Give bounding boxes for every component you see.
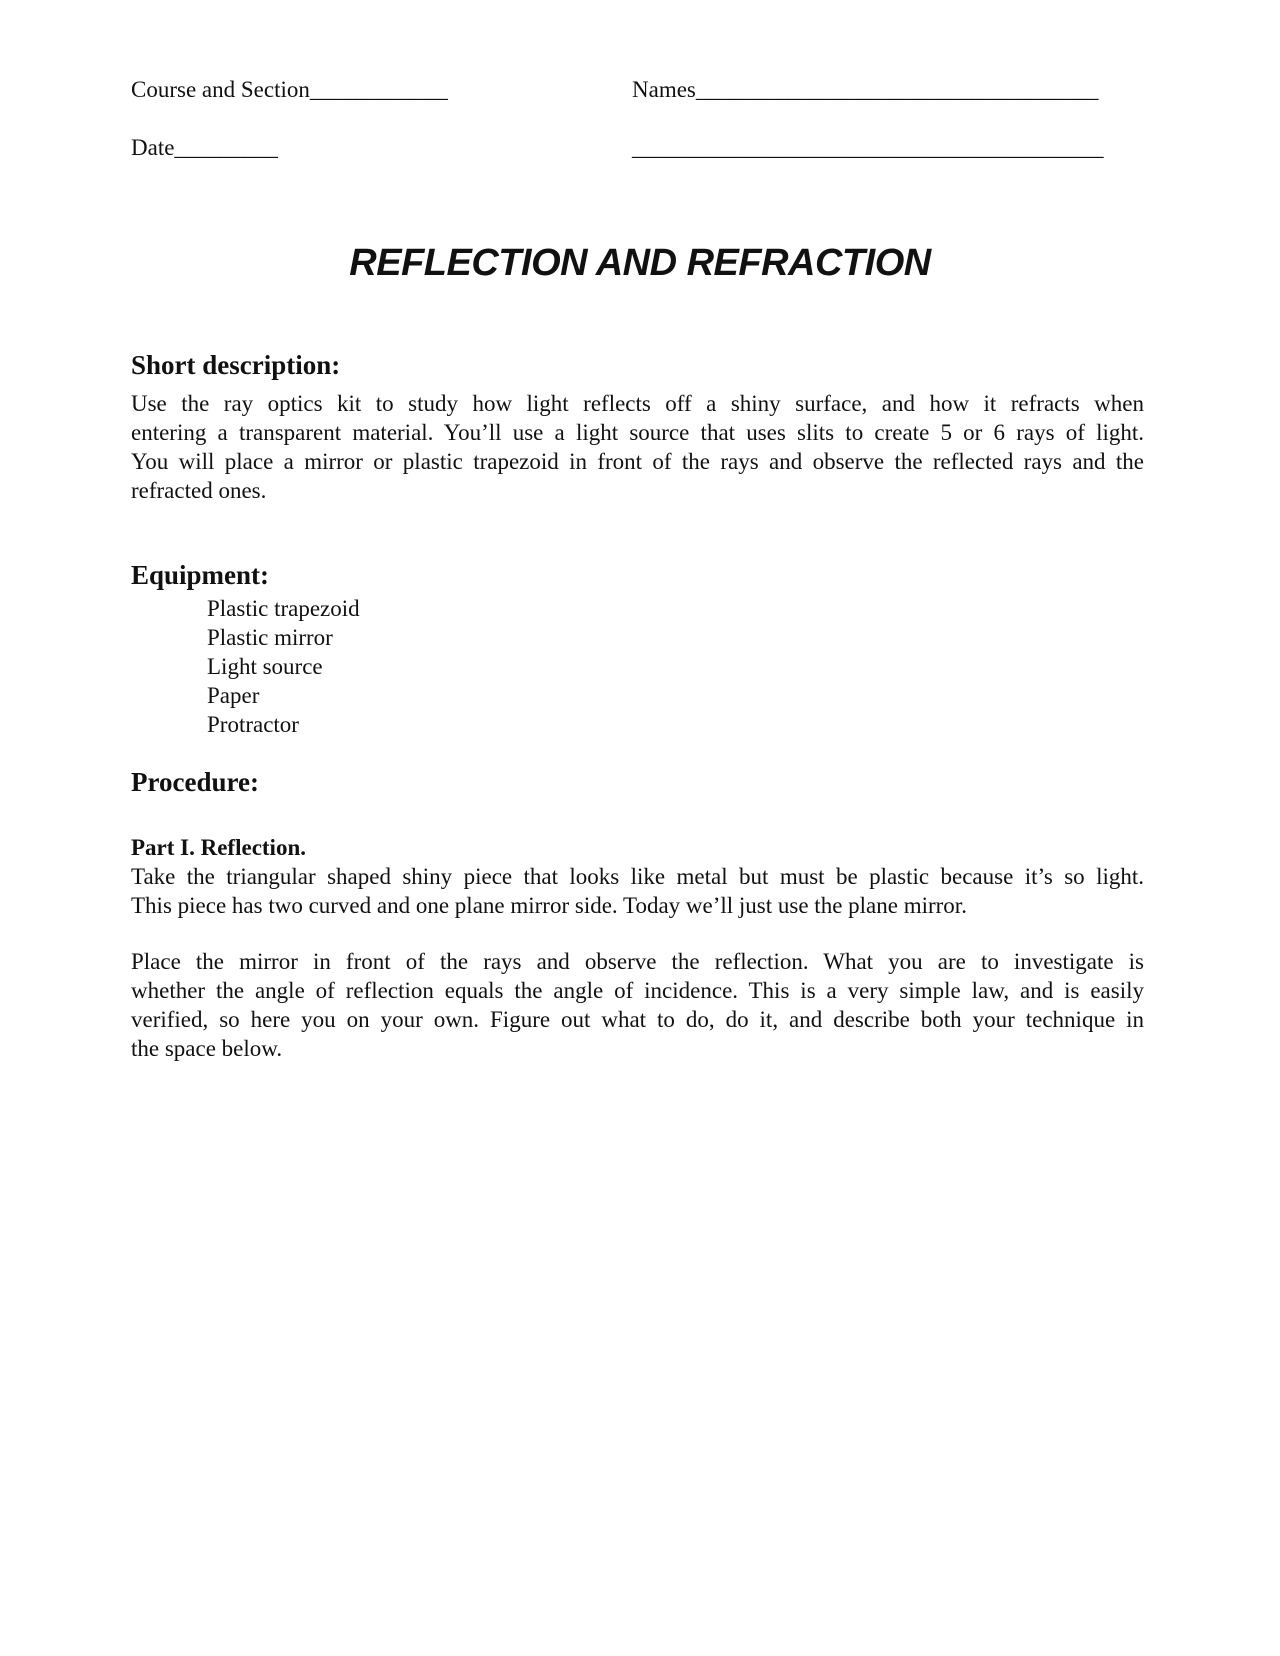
part-1-paragraph-2 [131, 947, 1144, 1063]
part-1-paragraph-1 [131, 862, 1144, 920]
paragraph-line: Place the mirror in front of the rays and observe the reflection. What you are to investigate is [131, 949, 1144, 974]
equipment-item: Plastic trapezoid [207, 596, 360, 621]
paragraph-line: Use the ray optics kit to study how light reflects off a shiny surface, and how it refracts when [131, 391, 1144, 416]
paragraph-line: refracted ones. [131, 478, 267, 503]
paragraph-line: This piece has two curved and one plane mirror side. Today we’ll just use the plane mirror. [131, 893, 967, 918]
names-field-line-2: _________________________________________ [632, 135, 1104, 160]
paragraph-line: the space below. [131, 1036, 283, 1061]
part-1-heading: Part I. Reflection. [131, 835, 306, 860]
equipment-item: Paper [207, 683, 260, 708]
names-field: Names___________________________________ [632, 77, 1099, 102]
procedure-heading: Procedure: [131, 767, 259, 797]
short-description-heading: Short description: [131, 350, 341, 380]
short-description-paragraph [131, 389, 1144, 505]
equipment-item: Protractor [207, 712, 299, 737]
equipment-list [207, 594, 360, 739]
equipment-item: Light source [207, 654, 323, 679]
paragraph-line: entering a transparent material. You’ll use a light source that uses slits to create 5 or 6 rays of light. [131, 420, 1144, 445]
paragraph-line: verified, so here you on your own. Figure out what to do, do it, and describe both your technique in [131, 1007, 1144, 1032]
equipment-heading: Equipment: [131, 560, 270, 590]
paragraph-line: whether the angle of reflection equals the angle of incidence. This is a very simple law, and is easily [131, 978, 1144, 1003]
date-field: Date_________ [131, 135, 278, 160]
document-title: REFLECTION AND REFRACTION [349, 242, 931, 284]
equipment-item: Plastic mirror [207, 625, 333, 650]
course-section-field: Course and Section____________ [131, 77, 448, 102]
paragraph-line: You will place a mirror or plastic trapezoid in front of the rays and observe the reflected rays and the [131, 449, 1144, 474]
paragraph-line: Take the triangular shaped shiny piece that looks like metal but must be plastic because it’s so light. [131, 864, 1144, 889]
